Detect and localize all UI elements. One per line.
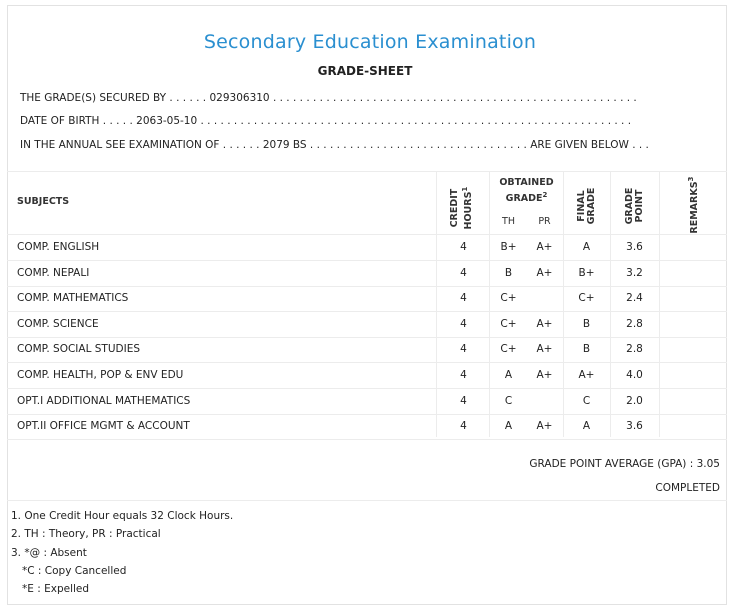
obtained-grade-line1: OBTAINED <box>499 177 554 188</box>
theory-grade: C+ <box>500 317 517 330</box>
notes-separator <box>7 500 727 501</box>
practical-grade <box>526 389 563 414</box>
practical-grade: A+ <box>536 343 553 356</box>
final-grade: B <box>582 317 591 330</box>
credit-hours: 4 <box>460 292 467 305</box>
remarks <box>659 286 727 311</box>
remarks <box>659 389 727 414</box>
theory-grade: C+ <box>500 292 517 305</box>
credit-hours: 4 <box>460 394 467 407</box>
final-grade: C <box>582 394 591 407</box>
gpa-summary: GRADE POINT AVERAGE (GPA) : 3.05 <box>529 458 720 470</box>
subjects-header: SUBJECTS <box>17 196 70 207</box>
note-th-pr: 2. TH : Theory, PR : Practical <box>11 528 161 540</box>
final-grade-line2: GRADE <box>586 187 597 225</box>
final-grade-line1: FINAL <box>576 190 587 222</box>
practical-grade: A+ <box>536 369 553 381</box>
remarks <box>659 261 727 286</box>
table-row <box>7 389 727 415</box>
th-header: TH <box>502 216 515 227</box>
credit-hours-header-line1: CREDIT <box>448 188 460 228</box>
table-row <box>7 337 727 363</box>
final-grade: C+ <box>578 292 595 305</box>
table-row <box>7 261 727 287</box>
final-grade: A <box>582 420 591 433</box>
subject-name: COMP. ENGLISH <box>17 241 100 253</box>
table-row <box>7 286 727 312</box>
gradesheet-heading: GRADE-SHEET <box>317 64 413 78</box>
credit-hours-label: HOURS <box>463 191 475 230</box>
practical-grade <box>526 286 563 311</box>
grade-point: 2.8 <box>626 343 643 356</box>
subject-name: COMP. NEPALI <box>17 266 90 279</box>
credit-hours: 4 <box>460 241 467 253</box>
practical-grade: A+ <box>536 420 553 433</box>
remarks-label: REMARKS <box>689 181 701 234</box>
table-row <box>7 312 727 338</box>
subject-name: COMP. SOCIAL STUDIES <box>17 343 141 356</box>
remarks <box>659 312 727 337</box>
final-grade: A+ <box>578 369 595 381</box>
credit-footnote-mark: 1 <box>460 186 469 192</box>
subject-name: OPT.II OFFICE MGMT & ACCOUNT <box>17 420 190 433</box>
note-credit-hour: 1. One Credit Hour equals 32 Clock Hours. <box>11 510 234 522</box>
final-grade: B <box>582 343 591 356</box>
credit-hours-header <box>450 178 474 238</box>
remarks-footnote-mark: 3 <box>686 176 695 182</box>
theory-grade: A <box>504 369 513 381</box>
remarks <box>659 363 727 388</box>
examination-line: IN THE ANNUAL SEE EXAMINATION OF . . . . . . 2079 BS . . . . . . . . . . . . . . . . . . . . . . . . . . . . . . . . . ARE GIVEN BELOW . . . <box>20 139 649 151</box>
final-grade: A <box>582 241 591 253</box>
practical-grade: A+ <box>536 266 553 279</box>
grade-point: 4.0 <box>626 369 643 381</box>
final-grade-header <box>577 176 597 236</box>
theory-grade: B <box>504 266 513 279</box>
obtained-footnote-mark: 2 <box>542 191 548 199</box>
grade-point-line2: POINT <box>634 189 645 223</box>
theory-grade: A <box>504 420 513 433</box>
theory-grade: C <box>504 394 513 407</box>
subject-name: COMP. HEALTH, POP & ENV EDU <box>17 369 184 381</box>
page-title: Secondary Education Examination <box>203 31 537 53</box>
note-copy-cancelled: *C : Copy Cancelled <box>22 565 127 577</box>
table-row <box>7 363 727 389</box>
practical-grade: A+ <box>536 241 553 253</box>
table-row <box>7 414 727 440</box>
credit-hours: 4 <box>460 343 467 356</box>
subject-name: COMP. SCIENCE <box>17 317 99 330</box>
credit-hours: 4 <box>460 317 467 330</box>
subject-name: OPT.I ADDITIONAL MATHEMATICS <box>17 394 191 407</box>
remarks <box>659 235 727 260</box>
note-absent: 3. *@ : Absent <box>11 547 87 559</box>
credit-hours-header-line2 <box>460 178 474 238</box>
result-status: COMPLETED <box>655 482 720 494</box>
table-top-border <box>7 171 727 172</box>
obtained-grade-header <box>490 177 563 205</box>
credit-hours: 4 <box>460 420 467 433</box>
practical-grade: A+ <box>536 317 553 330</box>
pr-header: PR <box>538 216 551 227</box>
grade-point: 3.6 <box>626 420 643 433</box>
obtained-grade-label: GRADE <box>505 193 543 205</box>
subject-name: COMP. MATHEMATICS <box>17 292 129 305</box>
obtained-grade-line2 <box>490 189 563 205</box>
remarks <box>659 414 727 439</box>
grade-point: 3.6 <box>626 241 643 253</box>
grade-point-header <box>625 176 645 236</box>
credit-hours: 4 <box>460 266 467 279</box>
date-of-birth-line: DATE OF BIRTH . . . . . 2063-05-10 . . . . . . . . . . . . . . . . . . . . . . . . . . . . . . . . . . . . . . . . . . . . . . . . . . . . . . . . . . . . . . . . . <box>20 115 632 127</box>
theory-grade: C+ <box>500 343 517 356</box>
grade-point: 2.4 <box>626 292 643 305</box>
credit-hours: 4 <box>460 369 467 381</box>
grade-point: 2.8 <box>626 317 643 330</box>
student-symbol-line: THE GRADE(S) SECURED BY . . . . . . 029306310 . . . . . . . . . . . . . . . . . . . . . . . . . . . . . . . . . . . . . . . . . . . . . . . . . . . . . . . <box>20 92 637 104</box>
remarks <box>659 337 727 362</box>
grade-point: 3.2 <box>626 266 643 279</box>
final-grade: B+ <box>578 266 595 279</box>
grade-point: 2.0 <box>626 394 643 407</box>
remarks-header <box>686 175 700 235</box>
theory-grade: B+ <box>500 241 517 253</box>
table-row <box>7 235 727 261</box>
remarks-header-line <box>686 175 700 235</box>
grade-point-line1: GRADE <box>624 187 635 225</box>
note-expelled: *E : Expelled <box>22 583 90 595</box>
